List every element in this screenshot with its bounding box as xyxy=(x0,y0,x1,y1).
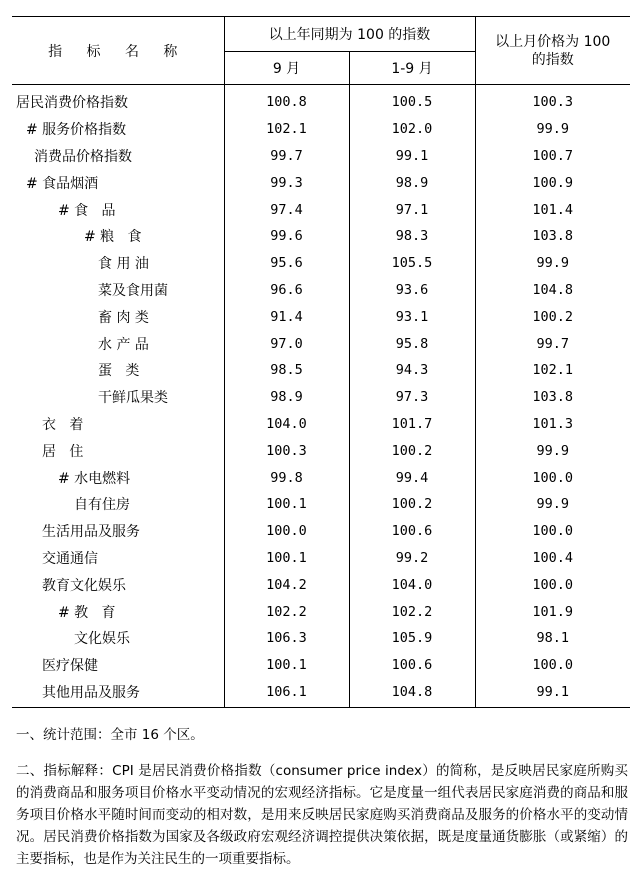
indicator-name: 自有住房 xyxy=(12,491,224,518)
value-mom: 99.9 xyxy=(536,255,569,272)
value-mom: 101.3 xyxy=(532,415,574,432)
value-month: 91.4 xyxy=(224,303,349,330)
table-row xyxy=(12,196,630,223)
value-mom: 100.2 xyxy=(532,308,574,325)
value-month: 100.0 xyxy=(224,518,349,545)
value-ytd: 94.3 xyxy=(349,357,475,384)
value-month: 104.2 xyxy=(224,571,349,598)
value-mom: 99.9 xyxy=(536,442,569,459)
indicator-name: 消费品价格指数 xyxy=(12,143,224,170)
value-mom: 100.0 xyxy=(532,657,574,674)
header-mom-index xyxy=(475,17,630,85)
indicator-name: 交通通信 xyxy=(12,545,224,572)
indicator-name: 其他用品及服务 xyxy=(12,679,224,708)
table-row xyxy=(12,571,630,598)
value-ytd: 100.2 xyxy=(349,491,475,518)
value-month: 95.6 xyxy=(224,250,349,277)
value-mom: 104.8 xyxy=(532,281,574,298)
table-row xyxy=(12,598,630,625)
indicator-name: 居民消费价格指数 xyxy=(12,85,224,116)
indicator-name: 畜 肉 类 xyxy=(12,303,224,330)
table-row xyxy=(12,169,630,196)
value-ytd: 99.1 xyxy=(349,143,475,170)
table-row xyxy=(12,679,630,708)
value-mom: 100.0 xyxy=(532,469,574,486)
value-ytd: 95.8 xyxy=(349,330,475,357)
table-row xyxy=(12,464,630,491)
value-month: 106.1 xyxy=(224,679,349,708)
value-ytd: 105.5 xyxy=(349,250,475,277)
indicator-name: 蛋 类 xyxy=(12,357,224,384)
value-ytd: 93.6 xyxy=(349,277,475,304)
value-mom: 102.1 xyxy=(532,362,574,379)
note-explanation: 二、指标解释：CPI 是居民消费价格指数（consumer price index）的简称，是反映居民家庭所购买的消费商品和服务项目价格水平变动情况的宏观经济指标。它是度量一组代表居民家庭消费的商品和服务项目价格水平随时间而变动的相对数，是用来反映居民家庭购买消费商品及服务的价格水平的变动情况。居民消费价格指数为国家及各级政府宏观经济调控提供决策依据，既是度量通货膨胀（或紧缩）的主要指标，也是作为关注民生的一项重要指标。 xyxy=(16,763,628,867)
value-ytd: 102.0 xyxy=(349,116,475,143)
indicator-name: 生活用品及服务 xyxy=(12,518,224,545)
table-row xyxy=(12,357,630,384)
value-month: 99.6 xyxy=(224,223,349,250)
value-month: 102.1 xyxy=(224,116,349,143)
header-yoy-index: 以上年同期为 100 的指数 xyxy=(224,17,475,52)
indicator-name: 食 用 油 xyxy=(12,250,224,277)
note-scope: 一、统计范围：全市 16 个区。 xyxy=(16,727,204,743)
header-month: 9 月 xyxy=(224,52,349,85)
value-mom: 100.3 xyxy=(532,94,574,111)
value-ytd: 100.5 xyxy=(349,85,475,116)
indicator-name: # 食 品 xyxy=(12,196,224,223)
table-body xyxy=(12,85,630,708)
indicator-name: # 食品烟酒 xyxy=(12,169,224,196)
indicator-name: 医疗保健 xyxy=(12,652,224,679)
value-ytd: 97.3 xyxy=(349,384,475,411)
indicator-name: # 服务价格指数 xyxy=(12,116,224,143)
indicator-name: # 教 育 xyxy=(12,598,224,625)
value-month: 99.8 xyxy=(224,464,349,491)
value-ytd: 100.6 xyxy=(349,652,475,679)
table-row xyxy=(12,491,630,518)
value-ytd: 101.7 xyxy=(349,411,475,438)
value-month: 104.0 xyxy=(224,411,349,438)
value-mom: 99.9 xyxy=(536,496,569,513)
value-ytd: 98.9 xyxy=(349,169,475,196)
value-month: 99.7 xyxy=(224,143,349,170)
header-indicator-name: 指 标 名 称 xyxy=(12,17,224,85)
value-month: 99.3 xyxy=(224,169,349,196)
value-ytd: 104.0 xyxy=(349,571,475,598)
header-mom-line2: 的指数 xyxy=(531,51,574,68)
indicator-name: # 水电燃料 xyxy=(12,464,224,491)
value-mom: 98.1 xyxy=(536,630,569,647)
value-ytd: 102.2 xyxy=(349,598,475,625)
header-mom-line1: 以上月价格为 100 xyxy=(495,33,611,50)
value-ytd: 104.8 xyxy=(349,679,475,708)
value-ytd: 97.1 xyxy=(349,196,475,223)
table-row xyxy=(12,411,630,438)
indicator-name: 菜及食用菌 xyxy=(12,277,224,304)
table-row xyxy=(12,116,630,143)
value-month: 100.3 xyxy=(224,437,349,464)
indicator-name: 教育文化娱乐 xyxy=(12,571,224,598)
value-month: 96.6 xyxy=(224,277,349,304)
value-month: 97.0 xyxy=(224,330,349,357)
table-row xyxy=(12,143,630,170)
table-row xyxy=(12,85,630,116)
indicator-name: 文化娱乐 xyxy=(12,625,224,652)
value-month: 102.2 xyxy=(224,598,349,625)
table-row xyxy=(12,303,630,330)
value-ytd: 93.1 xyxy=(349,303,475,330)
table-row xyxy=(12,437,630,464)
indicator-name: 衣 着 xyxy=(12,411,224,438)
value-month: 100.1 xyxy=(224,652,349,679)
table-row xyxy=(12,223,630,250)
value-mom: 103.8 xyxy=(532,389,574,406)
header-ytd: 1-9 月 xyxy=(349,52,475,85)
value-mom: 103.8 xyxy=(532,228,574,245)
value-ytd: 98.3 xyxy=(349,223,475,250)
table-row xyxy=(12,518,630,545)
table-row xyxy=(12,545,630,572)
table-row xyxy=(12,652,630,679)
value-ytd: 99.4 xyxy=(349,464,475,491)
value-month: 97.4 xyxy=(224,196,349,223)
value-month: 98.5 xyxy=(224,357,349,384)
table-row xyxy=(12,277,630,304)
value-mom: 99.9 xyxy=(536,121,569,138)
value-month: 100.8 xyxy=(224,85,349,116)
table-row xyxy=(12,625,630,652)
indicator-name: # 粮 食 xyxy=(12,223,224,250)
table-row xyxy=(12,384,630,411)
table-header xyxy=(12,17,630,85)
table-row xyxy=(12,330,630,357)
cpi-table xyxy=(12,16,630,708)
value-mom: 100.7 xyxy=(532,147,574,164)
value-mom: 99.1 xyxy=(475,679,630,708)
value-ytd: 100.6 xyxy=(349,518,475,545)
value-month: 106.3 xyxy=(224,625,349,652)
value-month: 100.1 xyxy=(224,545,349,572)
value-month: 100.1 xyxy=(224,491,349,518)
value-ytd: 99.2 xyxy=(349,545,475,572)
value-month: 98.9 xyxy=(224,384,349,411)
value-ytd: 100.2 xyxy=(349,437,475,464)
value-mom: 101.9 xyxy=(532,603,574,620)
value-mom: 100.4 xyxy=(532,549,574,566)
value-mom: 101.4 xyxy=(532,201,574,218)
value-mom: 100.0 xyxy=(532,576,574,593)
indicator-name: 居 住 xyxy=(12,437,224,464)
value-mom: 100.0 xyxy=(532,523,574,540)
value-ytd: 105.9 xyxy=(349,625,475,652)
value-mom: 99.7 xyxy=(536,335,569,352)
indicator-name: 水 产 品 xyxy=(12,330,224,357)
table-row xyxy=(12,250,630,277)
indicator-name: 干鲜瓜果类 xyxy=(12,384,224,411)
notes-section xyxy=(16,724,628,870)
value-mom: 100.9 xyxy=(532,174,574,191)
